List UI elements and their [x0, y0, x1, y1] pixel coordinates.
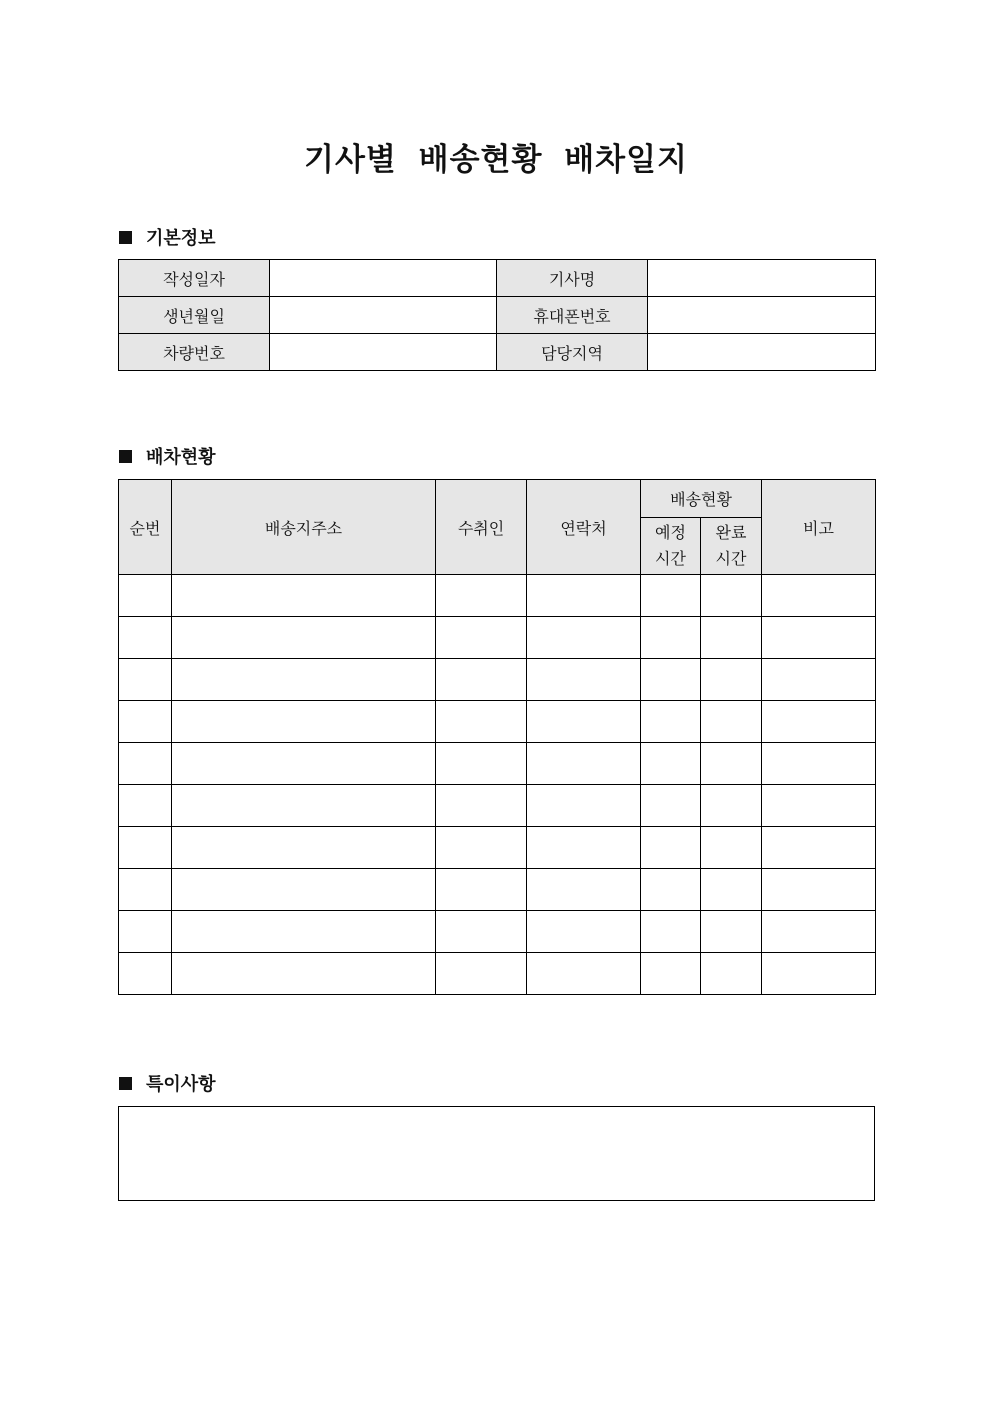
cell-contact[interactable]	[527, 659, 641, 701]
dispatch-table	[118, 479, 876, 995]
cell-scheduled[interactable]	[641, 575, 701, 617]
cell-completed[interactable]	[701, 785, 762, 827]
header-address: 배송지주소	[172, 480, 436, 575]
cell-recipient[interactable]	[436, 743, 527, 785]
cell-seq[interactable]	[119, 701, 172, 743]
cell-recipient[interactable]	[436, 575, 527, 617]
info-label: 차량번호	[119, 334, 270, 371]
header-delivery-status: 배송현황	[641, 480, 762, 518]
cell-contact[interactable]	[527, 617, 641, 659]
cell-address[interactable]	[172, 701, 436, 743]
cell-address[interactable]	[172, 659, 436, 701]
cell-scheduled[interactable]	[641, 743, 701, 785]
info-label: 작성일자	[119, 260, 270, 297]
cell-note[interactable]	[762, 743, 876, 785]
cell-recipient[interactable]	[436, 911, 527, 953]
header-contact: 연락처	[527, 480, 641, 575]
cell-contact[interactable]	[527, 827, 641, 869]
section-label: 특이사항	[146, 1074, 216, 1095]
cell-recipient[interactable]	[436, 953, 527, 995]
header-completed-line1: 완료	[715, 523, 747, 542]
header-completed-line2: 시간	[715, 549, 747, 568]
cell-scheduled[interactable]	[641, 785, 701, 827]
cell-contact[interactable]	[527, 575, 641, 617]
cell-address[interactable]	[172, 869, 436, 911]
cell-scheduled[interactable]	[641, 659, 701, 701]
table-row	[119, 575, 876, 617]
cell-scheduled[interactable]	[641, 617, 701, 659]
info-value[interactable]	[648, 260, 876, 297]
info-row	[119, 334, 876, 371]
cell-seq[interactable]	[119, 785, 172, 827]
square-bullet-icon	[119, 231, 132, 244]
cell-scheduled[interactable]	[641, 701, 701, 743]
cell-address[interactable]	[172, 785, 436, 827]
cell-recipient[interactable]	[436, 617, 527, 659]
cell-completed[interactable]	[701, 869, 762, 911]
table-row	[119, 827, 876, 869]
cell-address[interactable]	[172, 617, 436, 659]
cell-completed[interactable]	[701, 827, 762, 869]
cell-contact[interactable]	[527, 743, 641, 785]
cell-contact[interactable]	[527, 701, 641, 743]
table-row	[119, 617, 876, 659]
cell-seq[interactable]	[119, 953, 172, 995]
cell-completed[interactable]	[701, 743, 762, 785]
table-row	[119, 953, 876, 995]
cell-note[interactable]	[762, 617, 876, 659]
cell-note[interactable]	[762, 575, 876, 617]
info-value[interactable]	[648, 334, 876, 371]
cell-address[interactable]	[172, 911, 436, 953]
cell-note[interactable]	[762, 785, 876, 827]
section-label: 배차현황	[146, 447, 216, 468]
cell-seq[interactable]	[119, 911, 172, 953]
cell-address[interactable]	[172, 743, 436, 785]
info-value[interactable]	[270, 334, 497, 371]
cell-recipient[interactable]	[436, 785, 527, 827]
table-row	[119, 785, 876, 827]
table-row	[119, 701, 876, 743]
info-label: 담당지역	[497, 334, 648, 371]
cell-contact[interactable]	[527, 911, 641, 953]
cell-completed[interactable]	[701, 701, 762, 743]
cell-seq[interactable]	[119, 617, 172, 659]
info-value[interactable]	[270, 297, 497, 334]
cell-scheduled[interactable]	[641, 953, 701, 995]
header-seq: 순번	[119, 480, 172, 575]
cell-contact[interactable]	[527, 785, 641, 827]
header-recipient: 수취인	[436, 480, 527, 575]
section-heading-basic-info	[119, 224, 216, 250]
cell-note[interactable]	[762, 953, 876, 995]
table-row	[119, 911, 876, 953]
cell-seq[interactable]	[119, 659, 172, 701]
square-bullet-icon	[119, 1077, 132, 1090]
cell-seq[interactable]	[119, 743, 172, 785]
info-label: 휴대폰번호	[497, 297, 648, 334]
info-value[interactable]	[270, 260, 497, 297]
cell-scheduled[interactable]	[641, 911, 701, 953]
cell-seq[interactable]	[119, 869, 172, 911]
cell-note[interactable]	[762, 827, 876, 869]
section-heading-remarks	[119, 1070, 216, 1096]
cell-contact[interactable]	[527, 869, 641, 911]
cell-scheduled[interactable]	[641, 827, 701, 869]
table-row	[119, 659, 876, 701]
header-scheduled-line1: 예정	[655, 523, 686, 542]
cell-completed[interactable]	[701, 659, 762, 701]
info-label: 기사명	[497, 260, 648, 297]
cell-address[interactable]	[172, 575, 436, 617]
table-row	[119, 743, 876, 785]
square-bullet-icon	[119, 450, 132, 463]
info-row	[119, 260, 876, 297]
cell-note[interactable]	[762, 659, 876, 701]
info-value[interactable]	[648, 297, 876, 334]
info-row	[119, 297, 876, 334]
cell-note[interactable]	[762, 869, 876, 911]
cell-contact[interactable]	[527, 953, 641, 995]
section-heading-dispatch-status	[119, 443, 216, 469]
basic-info-table	[118, 259, 876, 371]
info-label: 생년월일	[119, 297, 270, 334]
cell-recipient[interactable]	[436, 659, 527, 701]
cell-seq[interactable]	[119, 575, 172, 617]
cell-completed[interactable]	[701, 575, 762, 617]
cell-note[interactable]	[762, 701, 876, 743]
cell-note[interactable]	[762, 911, 876, 953]
header-scheduled-time	[641, 518, 701, 575]
section-label: 기본정보	[146, 228, 216, 249]
cell-recipient[interactable]	[436, 701, 527, 743]
header-scheduled-line2: 시간	[655, 549, 686, 568]
cell-scheduled[interactable]	[641, 869, 701, 911]
remarks-box[interactable]	[118, 1106, 875, 1201]
cell-recipient[interactable]	[436, 869, 527, 911]
cell-address[interactable]	[172, 953, 436, 995]
header-completed-time	[701, 518, 762, 575]
cell-address[interactable]	[172, 827, 436, 869]
cell-completed[interactable]	[701, 911, 762, 953]
header-note: 비고	[762, 480, 876, 575]
cell-recipient[interactable]	[436, 827, 527, 869]
table-row	[119, 869, 876, 911]
page-title: 기사별 배송현황 배차일지	[304, 142, 688, 178]
cell-completed[interactable]	[701, 617, 762, 659]
cell-seq[interactable]	[119, 827, 172, 869]
cell-completed[interactable]	[701, 953, 762, 995]
